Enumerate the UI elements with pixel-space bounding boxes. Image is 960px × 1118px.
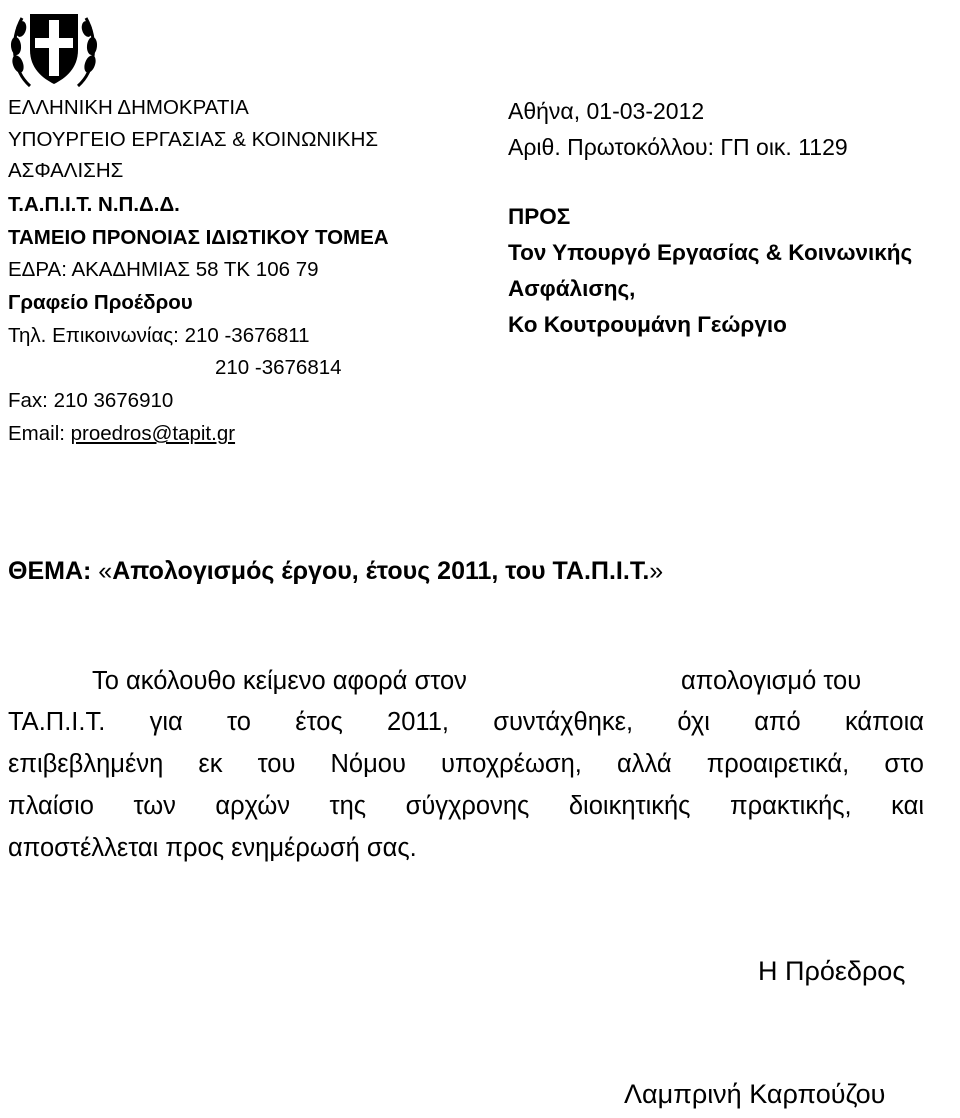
subject-open-quote: « xyxy=(98,557,113,585)
sender-line: ΕΔΡΑ: ΑΚΑΔΗΜΙΑΣ 58 ΤΚ 106 79 xyxy=(8,258,319,281)
email-link[interactable]: proedros@tapit.gr xyxy=(70,422,236,445)
body-line: ΤΑ.Π.Ι.Τ. για το έτος 2011, συντάχθηκε, όχι από κάποια xyxy=(8,708,924,736)
signature-name: Λαμπρινή Καρπούζου xyxy=(624,1079,886,1109)
date: Αθήνα, 01-03-2012 xyxy=(508,98,705,124)
body-line: πλαίσιο των αρχών της σύγχρονης διοικητικής πρακτικής, και xyxy=(8,792,924,820)
body-line: αποστέλλεται προς ενημέρωσή σας. xyxy=(8,834,417,862)
sender-line: 210 -3676814 xyxy=(215,356,342,379)
recipient-line: ΠΡΟΣ xyxy=(508,204,571,229)
body-line: επιβεβλημένη εκ του Νόμου υποχρέωση, αλλά προαιρετικά, στο xyxy=(8,750,924,778)
sender-line: ΕΛΛΗΝΙΚΗ ΔΗΜΟΚΡΑΤΙΑ xyxy=(8,96,249,119)
sender-line: Fax: 210 3676910 xyxy=(8,389,174,412)
subject-line xyxy=(8,557,663,586)
sender-line: ΥΠΟΥΡΓΕΙΟ ΕΡΓΑΣΙΑΣ & ΚΟΙΝΩΝΙΚΗΣ xyxy=(8,128,379,151)
subject-close-quote: » xyxy=(649,557,664,585)
body-line-end: απολογισμό του xyxy=(681,667,862,695)
body-line-start: Το ακόλουθο κείμενο αφορά στον xyxy=(92,667,467,695)
sender-line: ΑΣΦΑΛΙΣΗΣ xyxy=(8,159,124,182)
sender-line: ΤΑΜΕΙΟ ΠΡΟΝΟΙΑΣ ΙΔΙΩΤΙΚΟΥ ΤΟΜΕΑ xyxy=(8,226,389,249)
greek-coat-of-arms-icon xyxy=(8,4,100,90)
email-line xyxy=(8,420,235,448)
subject-text: Απολογισμός έργου, έτους 2011, του ΤΑ.Π.Ι.Τ. xyxy=(112,557,650,585)
sender-line: Τ.Α.Π.Ι.Τ. Ν.Π.Δ.Δ. xyxy=(8,193,180,216)
sender-line: Γραφείο Προέδρου xyxy=(8,291,193,314)
signature-title: Η Πρόεδρος xyxy=(758,956,906,986)
recipient-line: Τον Υπουργό Εργασίας & Κοινωνικής xyxy=(508,240,913,265)
recipient-line: Ασφάλισης, xyxy=(508,276,636,301)
subject-label: ΘΕΜΑ: xyxy=(8,557,99,585)
recipient-line: Κο Κουτρουμάνη Γεώργιο xyxy=(508,312,787,337)
email-label: Email: xyxy=(8,422,71,445)
sender-line: Τηλ. Επικοινωνίας: 210 -3676811 xyxy=(8,324,310,347)
protocol-number: Αριθ. Πρωτοκόλλου: ΓΠ οικ. 1129 xyxy=(508,134,848,160)
